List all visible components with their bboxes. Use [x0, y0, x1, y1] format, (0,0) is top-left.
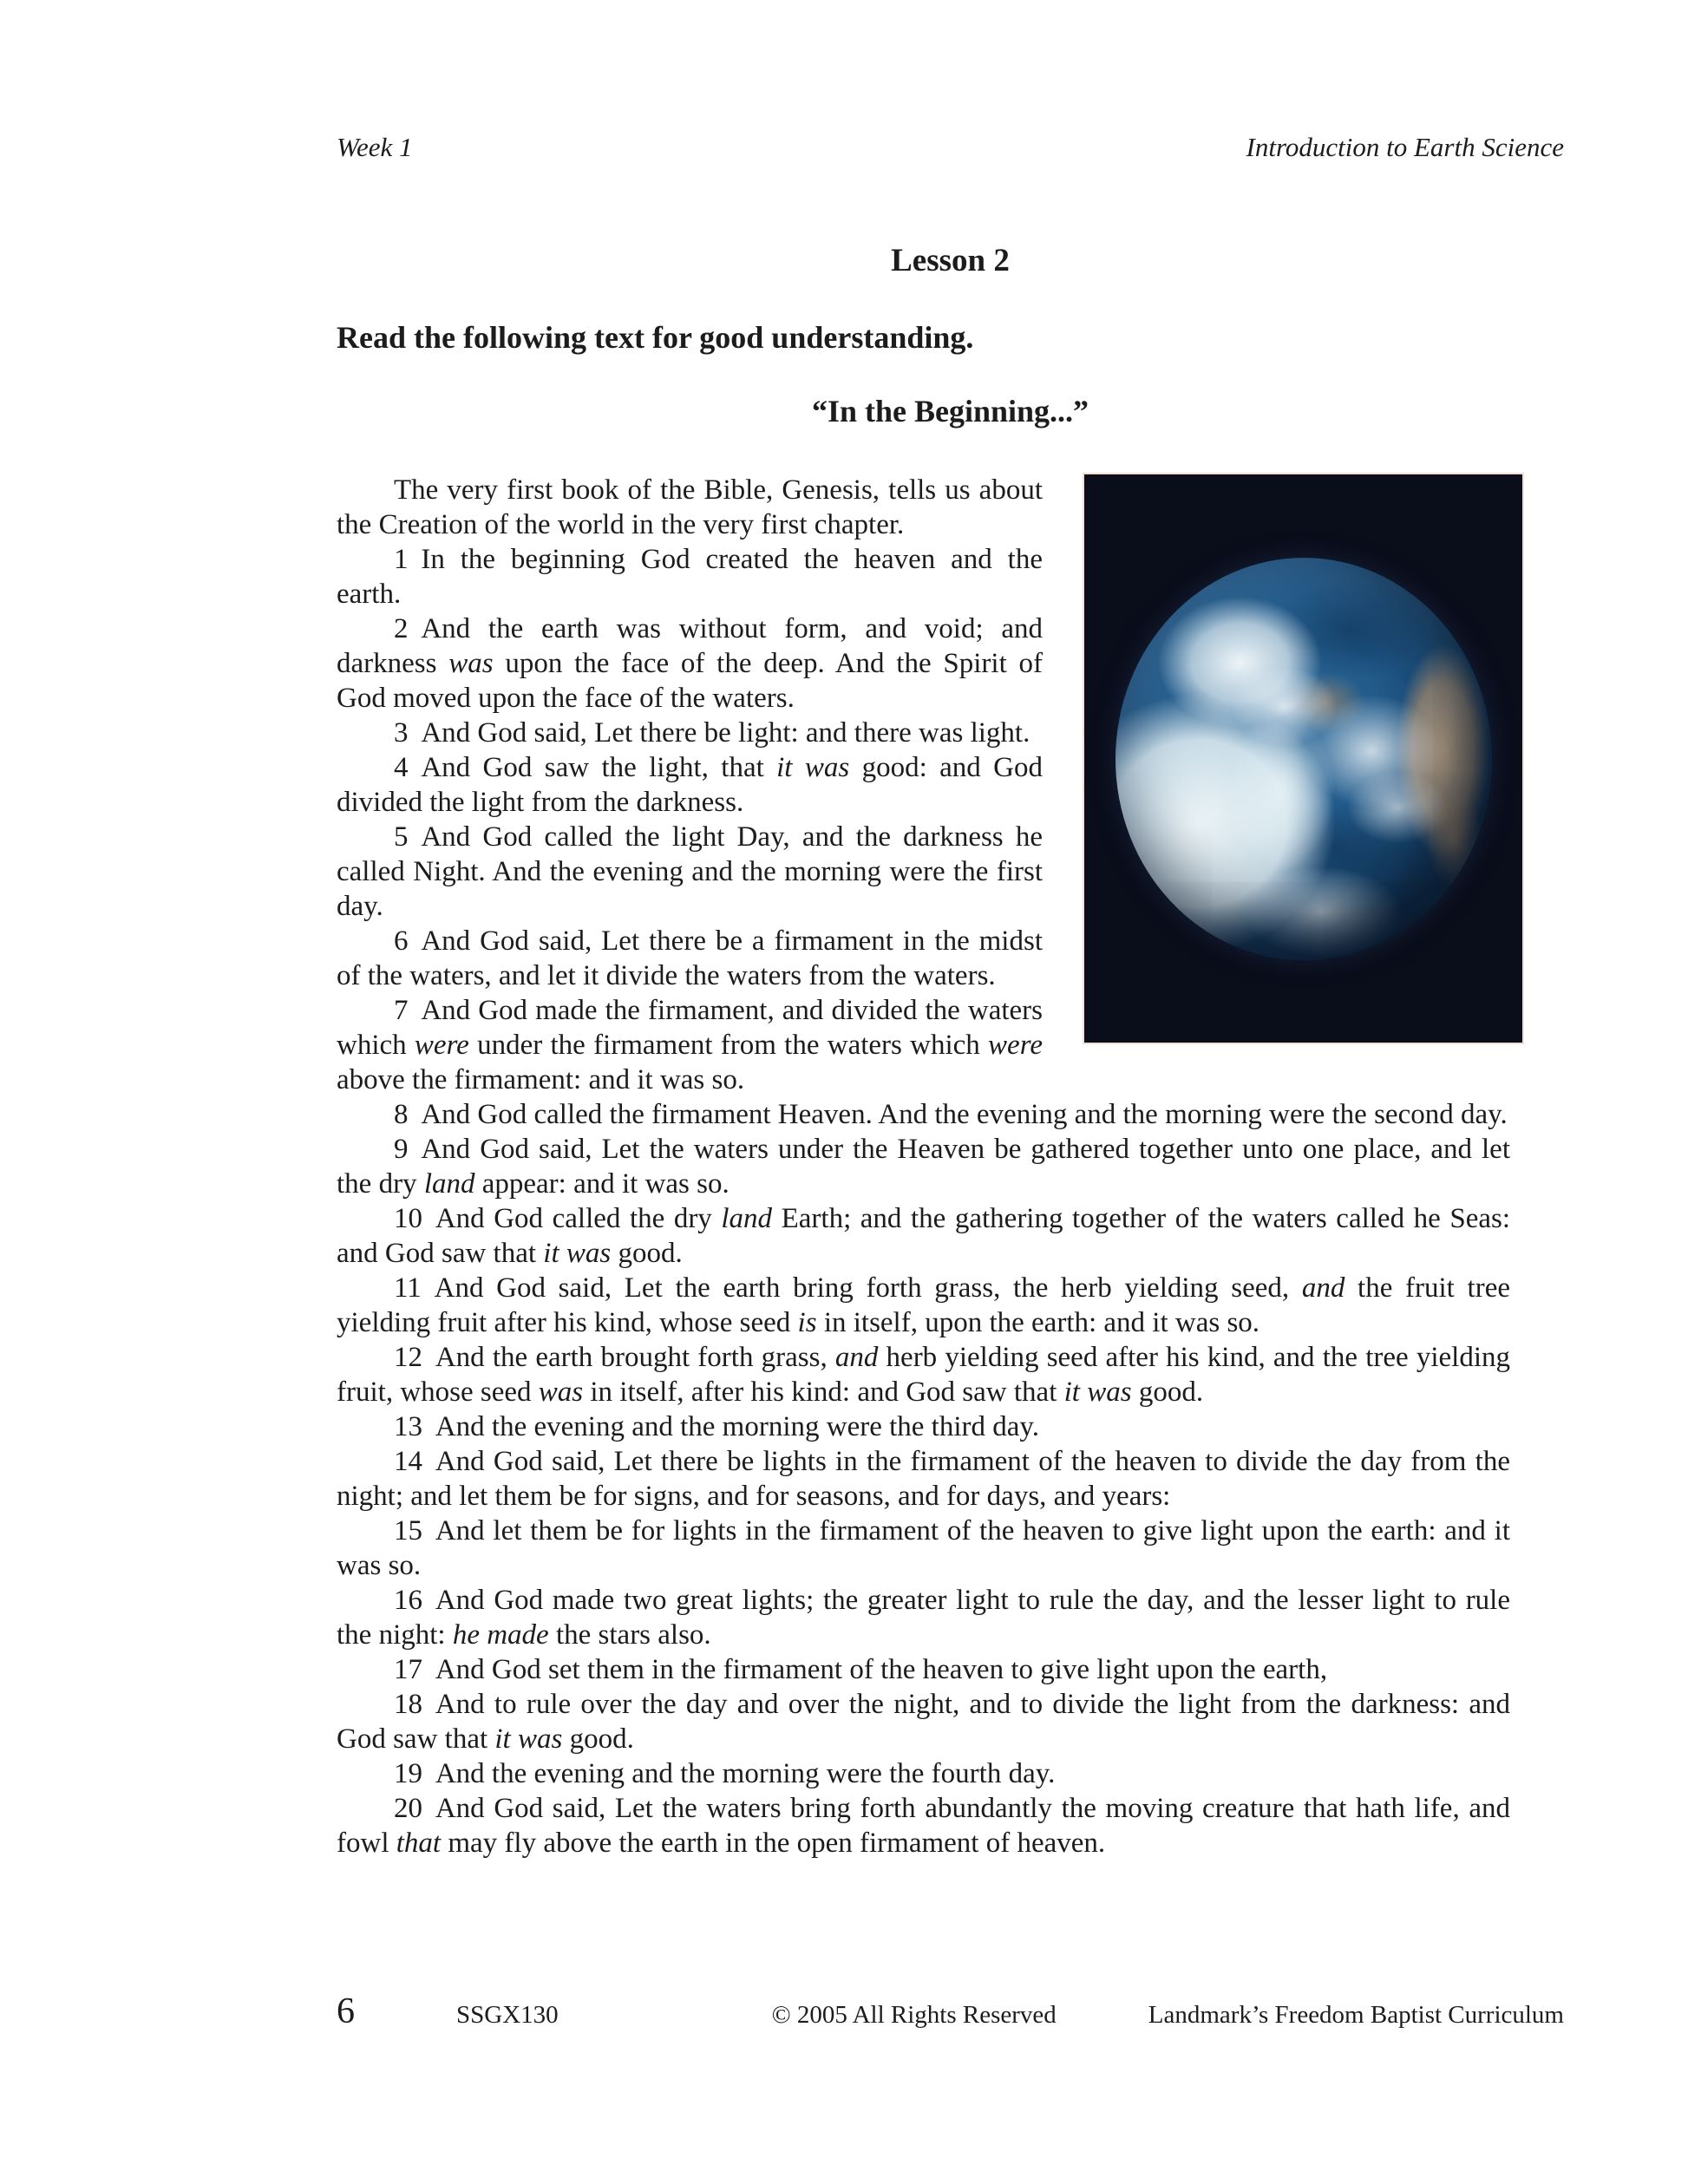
verse-number: 5: [394, 821, 409, 853]
verse: 13 And the evening and the morning were the third day.: [394, 1411, 1040, 1442]
lesson-title: Lesson 2: [891, 243, 1010, 278]
verse: 5 And God called the light Day, and the darkness he called Night. And the evening and the morning were the first day.: [337, 821, 1043, 922]
verse-number: 15: [394, 1515, 422, 1546]
verse-number: 16: [394, 1585, 422, 1616]
verse-number: 3: [394, 717, 409, 749]
header-week-label: Week 1: [337, 132, 413, 162]
page-header: [337, 130, 1564, 165]
verse: 12 And the earth brought forth grass, and herb yielding seed after his kind, and the tree yielding fruit, whose seed was in itself, after his kind: and God saw that it was good.: [337, 1342, 1510, 1408]
verse: 16 And God made two great lights; the greater light to rule the day, and the lesser light to rule the night: he made the stars also.: [337, 1585, 1510, 1651]
verse: 2 And the earth was without form, and void; and darkness was upon the face of the deep. And the Spirit of God moved upon the face of the waters.: [337, 613, 1043, 714]
instruction-heading: Read the following text for good understanding.: [337, 320, 974, 355]
verse-number: 6: [394, 925, 409, 957]
page-footer: [337, 1991, 1564, 2036]
earth-globe-image: [1116, 558, 1492, 960]
page-content: [337, 130, 1564, 1860]
verse-number: 7: [394, 995, 409, 1026]
header-course-title: Introduction to Earth Science: [1246, 132, 1564, 162]
verse-number: 13: [394, 1411, 422, 1442]
verse-number: 2: [394, 613, 409, 644]
verse: 15 And let them be for lights in the firmament of the heaven to give light upon the earth: and it was so.: [337, 1515, 1510, 1581]
verse-number: 9: [394, 1134, 409, 1165]
verse: 7 And God made the firmament, and divided the waters which were under the firmament from the waters which were above the firmament: and it was so.: [337, 995, 1043, 1095]
copyright-notice: © 2005 All Rights Reserved: [771, 2001, 1057, 2029]
verse-number: 12: [394, 1342, 422, 1373]
verse-number: 18: [394, 1689, 422, 1720]
verse-number: 17: [394, 1654, 422, 1685]
verse: 4 And God saw the light, that it was good: and God divided the light from the darkness.: [337, 752, 1043, 818]
publisher-name: Landmark’s Freedom Baptist Curriculum: [1148, 2001, 1564, 2029]
verse: 3 And God said, Let there be light: and there was light.: [394, 717, 1030, 749]
page-number: 6: [337, 1991, 355, 2031]
verse: 1 In the beginning God created the heaven and the earth.: [337, 544, 1043, 610]
passage-title: “In the Beginning...”: [811, 394, 1089, 428]
verse-number: 19: [394, 1758, 422, 1789]
verse: 9 And God said, Let the waters under the Heaven be gathered together unto one place, and let the dry land appear: and it was so.: [337, 1134, 1510, 1200]
verse-number: 20: [394, 1793, 422, 1824]
verse: 20 And God said, Let the waters bring forth abundantly the moving creature that hath life, and fowl that may fly above the earth in the open firmament of heaven.: [337, 1793, 1510, 1859]
verse: 6 And God said, Let there be a firmament in the midst of the waters, and let it divide the waters from the waters.: [337, 925, 1043, 991]
earth-photo: [1083, 473, 1524, 1044]
verse-number: 8: [394, 1099, 409, 1130]
verse: 8 And God called the firmament Heaven. And the evening and the morning were the second day.: [394, 1099, 1508, 1130]
verse: 19 And the evening and the morning were the fourth day.: [394, 1758, 1056, 1789]
verse: 11 And God said, Let the earth bring forth grass, the herb yielding seed, and the fruit tree yielding fruit after his kind, whose seed is in itself, upon the earth: and it was so.: [337, 1272, 1510, 1338]
verse: 10 And God called the dry land Earth; and the gathering together of the waters called he Seas: and God saw that it was good.: [337, 1203, 1510, 1269]
passage-text: [337, 473, 1510, 1860]
verse-number: 14: [394, 1446, 422, 1477]
footer-left-group: [337, 1991, 559, 2036]
verse: 17 And God set them in the firmament of the heaven to give light upon the earth,: [394, 1654, 1328, 1685]
verse-number: 10: [394, 1203, 422, 1234]
verse: 18 And to rule over the day and over the night, and to divide the light from the darkness: and God saw that it was good.: [337, 1689, 1510, 1755]
course-code: SSGX130: [456, 2001, 559, 2029]
verse-number: 4: [394, 752, 409, 783]
intro-paragraph: The very first book of the Bible, Genesis, tells us about the Creation of the world in the very first chapter.: [337, 474, 1043, 540]
verse: 14 And God said, Let there be lights in the firmament of the heaven to divide the day from the night; and let them be for signs, and for seasons, and for days, and years:: [337, 1446, 1510, 1512]
verse-number: 1: [394, 544, 409, 575]
verse-number: 11: [394, 1272, 422, 1304]
